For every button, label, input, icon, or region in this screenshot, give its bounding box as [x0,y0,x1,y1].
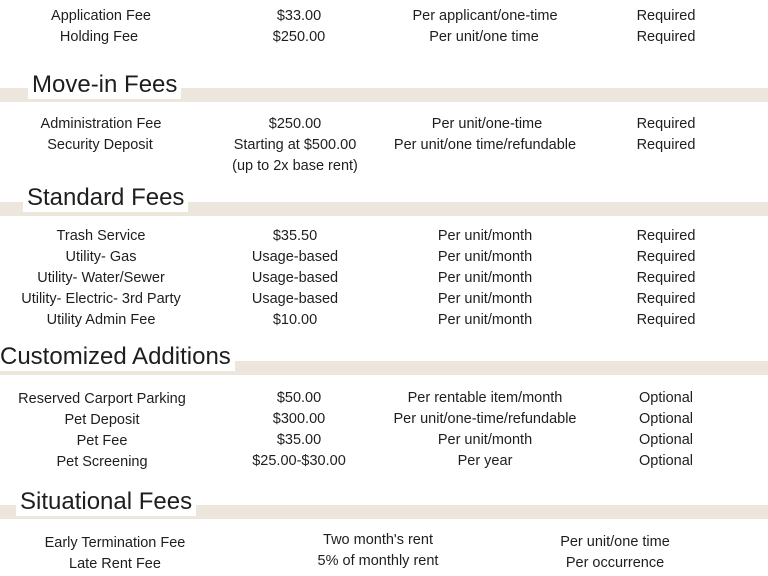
fee-status: Optional [638,390,694,406]
fee-frequency: Per unit/month [437,228,533,244]
fee-amount: $250.00 [268,116,322,132]
fee-name: Trash Service [56,228,146,244]
fee-frequency: Per unit/one-time/refundable [393,411,577,427]
fee-frequency: Per unit/one time [560,534,670,550]
fee-status: Required [636,270,696,286]
fee-name: Utility- Water/Sewer [37,270,165,286]
fee-name: Security Deposit [47,137,153,153]
fee-status: Required [636,29,696,45]
fee-frequency: Per unit/month [437,312,533,328]
fee-name: Utility- Electric- 3rd Party [21,291,181,307]
fee-status: Required [636,137,696,153]
fee-frequency: Per unit/month [437,432,533,448]
fee-status: Required [636,291,696,307]
fee-name: Administration Fee [40,116,162,132]
fee-frequency: Per unit/month [437,291,533,307]
fee-frequency: Per unit/month [437,270,533,286]
fee-status: Optional [638,432,694,448]
fee-amount: Usage-based [251,249,339,265]
fee-amount: $33.00 [276,8,322,24]
fee-frequency: Per unit/month [437,249,533,265]
fee-name: Utility Admin Fee [46,312,156,328]
fee-amount: Starting at $500.00 [233,137,357,153]
fee-frequency: Per unit/one time/refundable [393,137,577,153]
fee-status: Optional [638,411,694,427]
fee-name: Reserved Carport Parking [18,391,186,407]
fee-amount: Usage-based [251,270,339,286]
fee-amount: $10.00 [272,312,318,328]
section-title-move-in: Move-in Fees [28,71,181,99]
fee-amount: 5% of monthly rent [317,553,439,569]
fee-name: Utility- Gas [65,249,137,265]
fee-amount: Usage-based [251,291,339,307]
fee-frequency: Per unit/one time [429,29,539,45]
fee-amount-note: (up to 2x base rent) [232,158,358,174]
fee-frequency: Per rentable item/month [407,390,563,406]
fee-amount: Two month's rent [323,532,433,548]
section-title-situational: Situational Fees [16,488,196,516]
section-title-custom: Customized Additions [0,343,235,371]
fee-status: Optional [638,453,694,469]
fee-name: Application Fee [51,8,151,24]
fee-name: Late Rent Fee [69,556,161,572]
fee-name: Pet Fee [76,433,128,449]
fee-frequency: Per occurrence [565,555,665,571]
fee-status: Required [636,228,696,244]
fee-status: Required [636,249,696,265]
fee-name: Pet Deposit [64,412,140,428]
fee-status: Required [636,312,696,328]
fee-amount: $50.00 [276,390,322,406]
fee-status: Required [636,116,696,132]
fee-amount: $35.00 [276,432,322,448]
section-title-standard: Standard Fees [23,184,188,212]
fee-amount: $25.00-$30.00 [252,453,346,469]
fee-name: Early Termination Fee [44,535,186,551]
fee-frequency: Per year [457,453,513,469]
fee-frequency: Per unit/one-time [431,116,543,132]
fee-amount: $300.00 [272,411,326,427]
fee-amount: $35.50 [272,228,318,244]
fee-name: Holding Fee [59,29,139,45]
fee-name: Pet Screening [56,454,148,470]
fee-status: Required [636,8,696,24]
fee-frequency: Per applicant/one-time [412,8,558,24]
fee-amount: $250.00 [272,29,326,45]
